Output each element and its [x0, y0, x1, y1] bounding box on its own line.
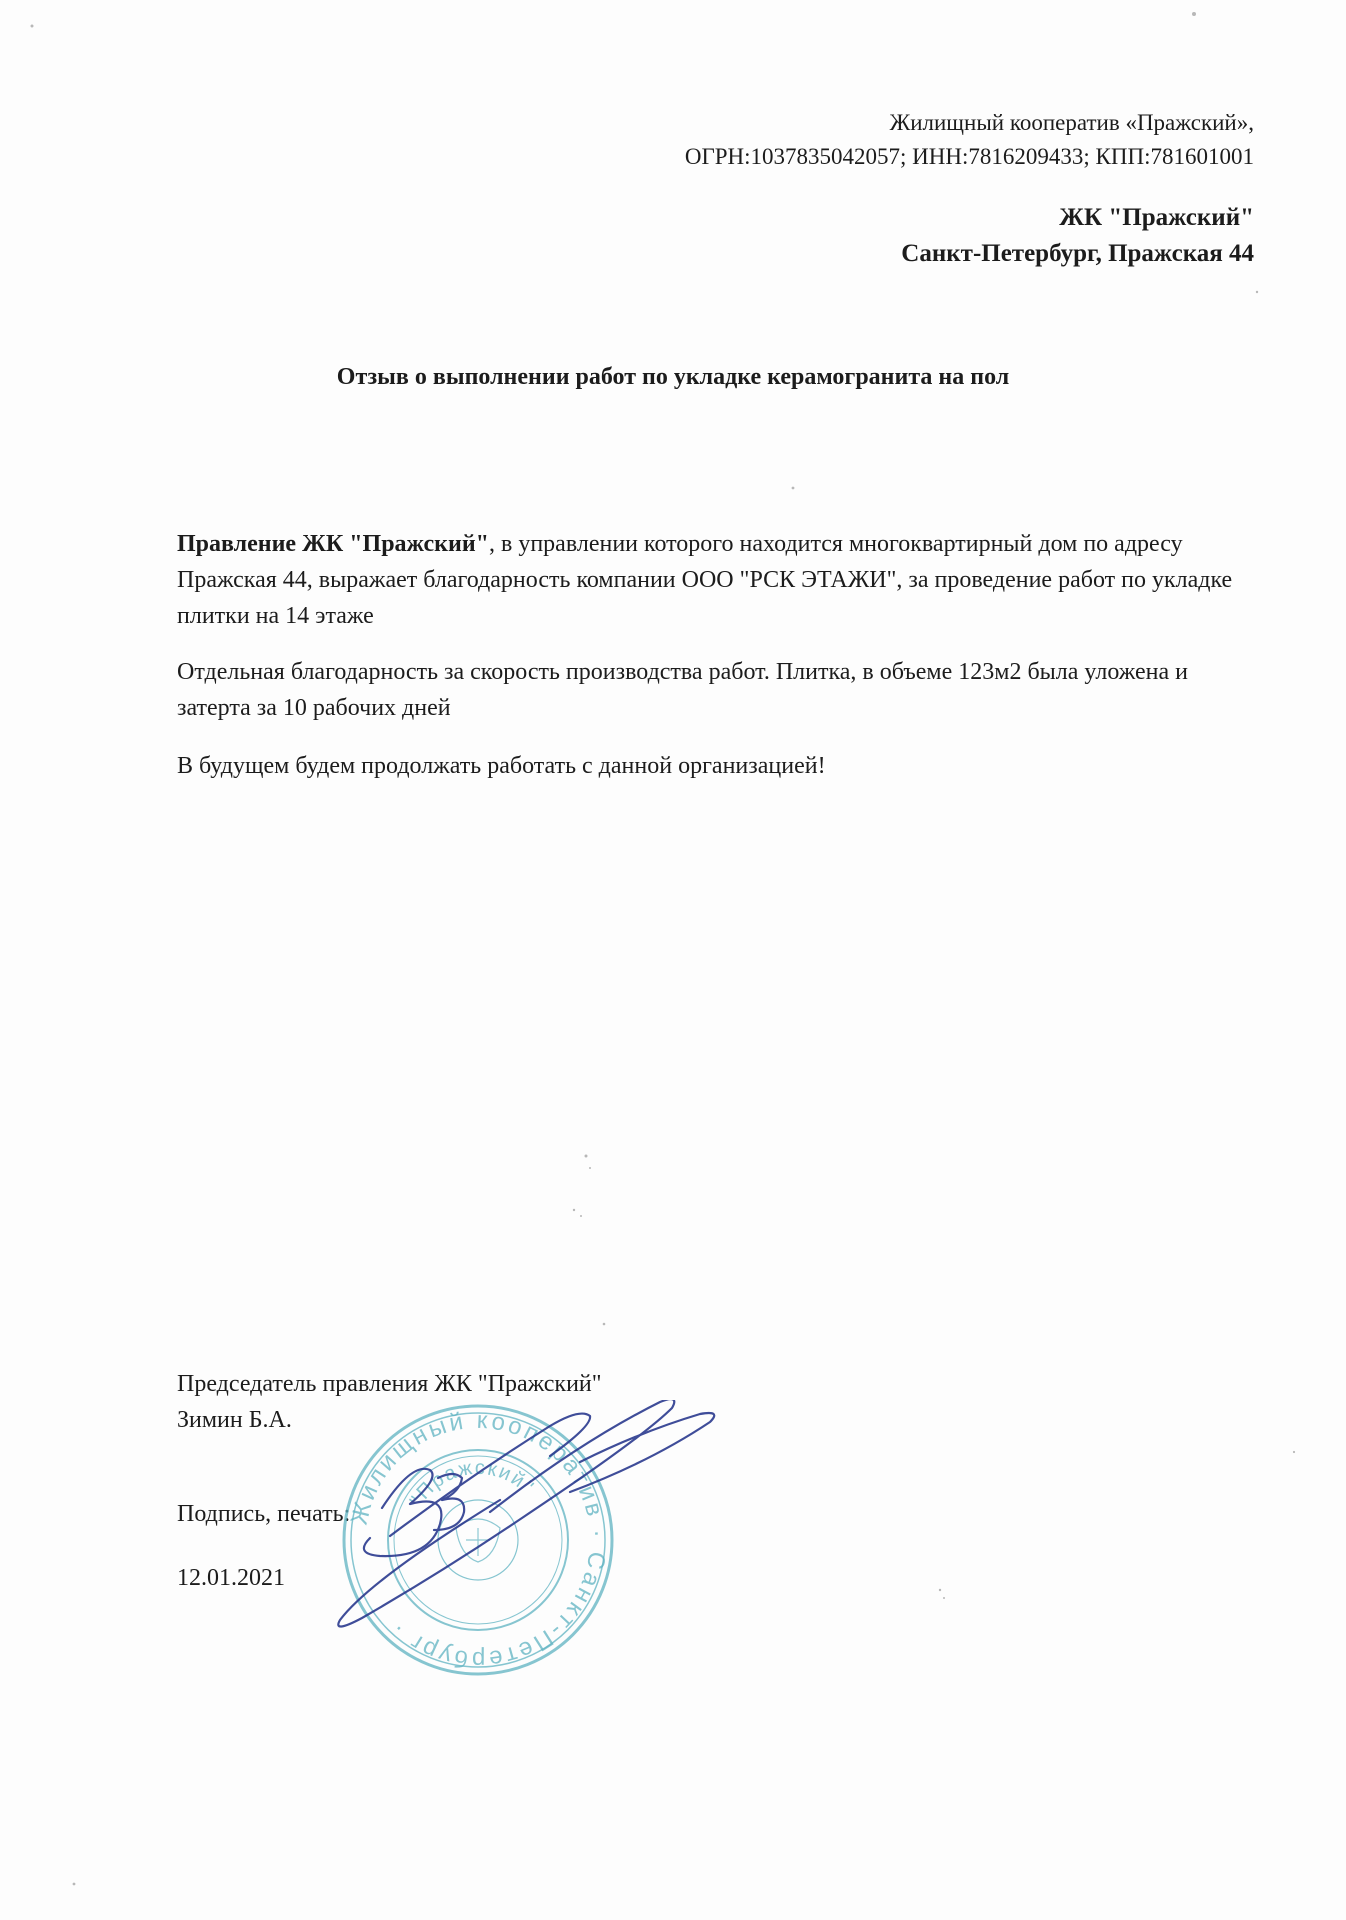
board-name-bold: Правление ЖК "Пражский"	[177, 531, 489, 557]
handwritten-signature	[330, 1400, 730, 1630]
sender-registration-codes: ОГРН:1037835042057; ИНН:7816209433; КПП:781601001	[684, 144, 1254, 169]
recipient-address: Санкт-Петербург, Пражская 44	[901, 240, 1254, 267]
body-paragraph-3: В будущем будем продолжать работать с данной организацией!	[177, 753, 826, 779]
body-paragraph-1-text: , в управлении которого находится многоквартирный дом по адресу Пражская 44, выражает благодарность компании ООО "РСК ЭТАЖИ", за проведение работ по укладке плитки на 14 этаже	[177, 531, 1233, 629]
signatory-name: Зимин Б.А.	[177, 1407, 292, 1433]
sender-org-name: Жилищный кооператив «Пражский»,	[889, 110, 1254, 135]
recipient-name: ЖК "Пражский"	[1059, 204, 1254, 231]
document-title: Отзыв о выполнении работ по укладке керамогранита на пол	[336, 364, 1010, 390]
signature-label: Подпись, печать:	[177, 1501, 351, 1527]
body-paragraph-1	[177, 526, 1267, 634]
svg-text:"Пражский": "Пражский"	[405, 1456, 539, 1511]
signatory-position: Председатель правления ЖК "Пражский"	[177, 1371, 602, 1397]
document-date: 12.01.2021	[177, 1565, 285, 1591]
body-paragraph-2: Отдельная благодарность за скорость производства работ. Плитка, в объеме 123м2 была уложена и затерта за 10 рабочих дней	[177, 659, 1188, 721]
recipient-header	[901, 200, 1254, 272]
sender-header	[685, 106, 1254, 174]
svg-text:Жилищный кооператив · Санкт-Пе: Жилищный кооператив · Санкт-Петербург ·	[345, 1406, 612, 1674]
